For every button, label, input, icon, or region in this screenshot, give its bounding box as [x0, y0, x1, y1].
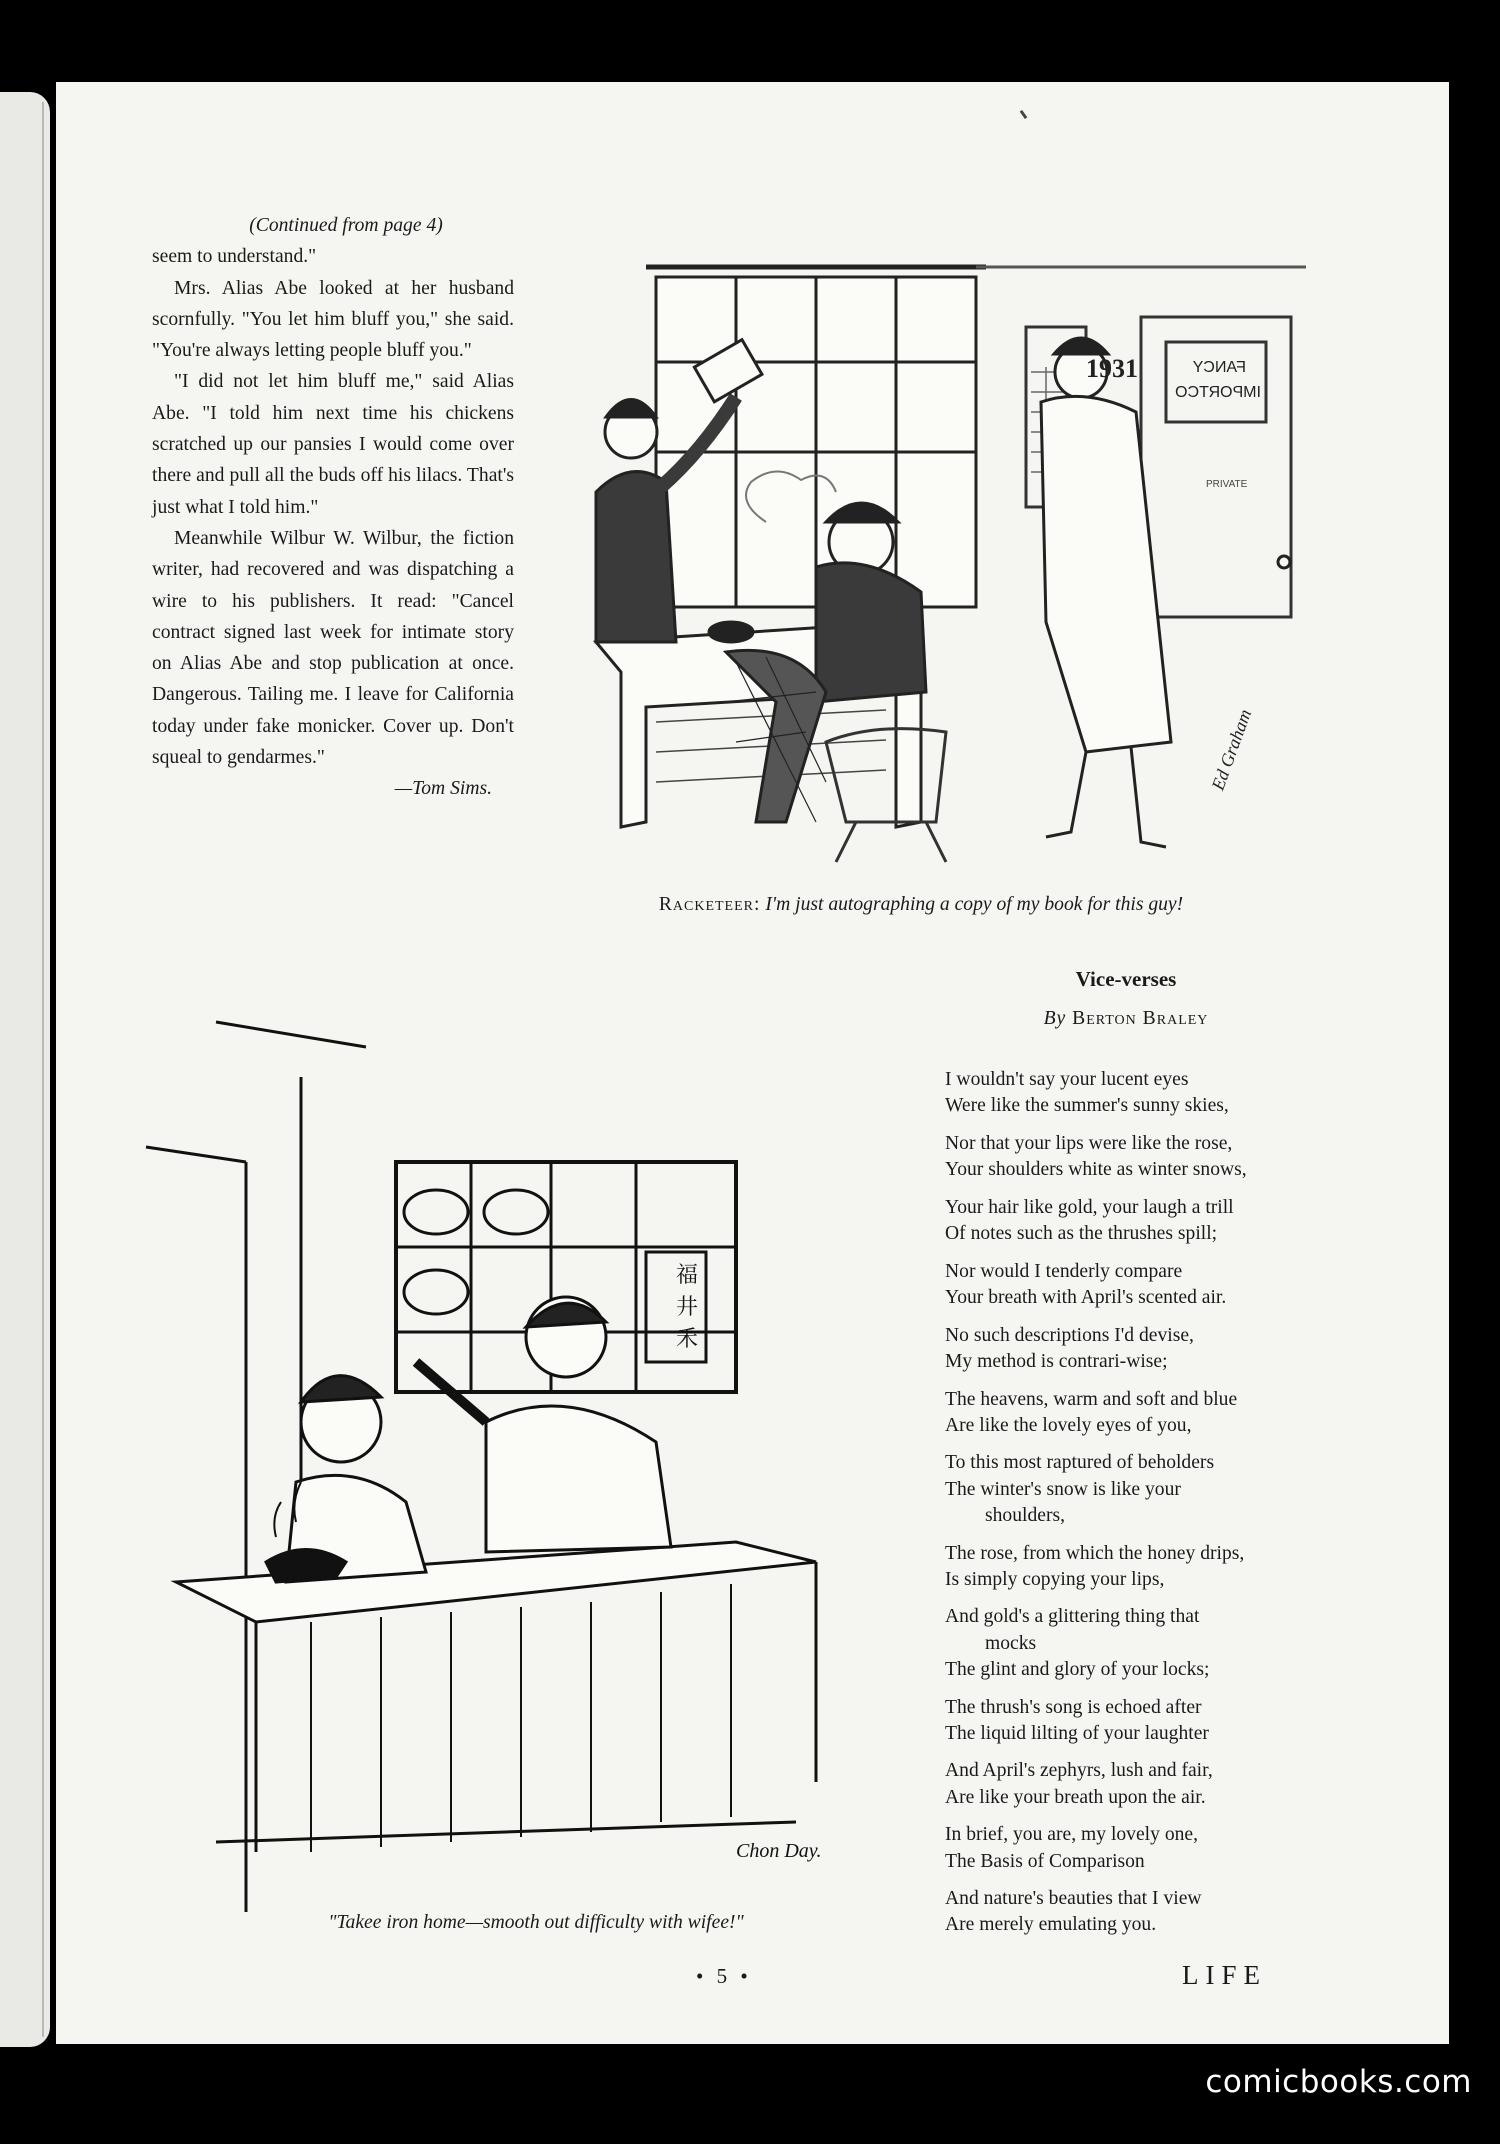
- story-paragraph: seem to understand.": [152, 246, 317, 268]
- story-paragraph: "I did not let him bluff me," said Alias Abe. "I told him next time his chickens scratched up our pansies I would come over there and pull all the buds off his lilacs. That's just what I told him.": [152, 371, 514, 518]
- poem-line: Of notes such as the thrushes spill;: [945, 1223, 1218, 1245]
- caption-quote: I'm just autographing a copy of my book for this guy!: [765, 894, 1184, 915]
- poem-line: To this most raptured of beholders: [945, 1452, 1215, 1474]
- left-page-edge: [0, 92, 50, 2047]
- poem-line: The thrush's song is echoed after: [945, 1696, 1202, 1718]
- story-paragraph: Mrs. Alias Abe looked at her husband scornfully. "You let him bluff you," she said. "You're always letting people bluff you.": [152, 277, 514, 362]
- laundry-cartoon: [96, 922, 926, 1912]
- door-sign-line2: IMPORTCO: [1175, 384, 1261, 401]
- poem-line: Are merely emulating you.: [945, 1914, 1157, 1936]
- story-column: [152, 210, 514, 805]
- poem-line: The rose, from which the honey drips,: [945, 1542, 1245, 1564]
- poem-line: The glint and glory of your locks;: [945, 1658, 1210, 1680]
- poem-stanza: [945, 1450, 1325, 1529]
- racketeer-caption: [526, 894, 1316, 916]
- poem-stanza: [945, 1886, 1325, 1938]
- story-paragraph: Meanwhile Wilbur W. Wilbur, the fiction writer, had recovered and was dispatching a wire to his publishers. It read: "Cancel contract signed last week for intimate story on Alias Abe and stop publication at once. Dangerous. Tailing me. I leave for California today under fake monicker. Cover up. Don't squeal to gendarmes.": [152, 527, 514, 769]
- caption-speaker: Racketeer:: [658, 894, 761, 915]
- door-sign-private: PRIVATE: [1206, 479, 1248, 490]
- poem-line: Were like the summer's sunny skies,: [945, 1095, 1229, 1117]
- continued-note: (Continued from page 4): [249, 215, 443, 236]
- poem-line: Your hair like gold, your laugh a trill: [945, 1196, 1234, 1218]
- poem-line: And gold's a glittering thing that: [945, 1606, 1200, 1628]
- poem-stanza: [945, 1259, 1325, 1311]
- poem-line: My method is contrari-wise;: [945, 1350, 1168, 1372]
- magazine-page: [56, 82, 1449, 2044]
- poem-line: Nor would I tenderly compare: [945, 1260, 1183, 1282]
- poem-body: [945, 1067, 1325, 1950]
- chinese-sign-glyph: 禾: [676, 1327, 699, 1352]
- watermark: comicbooks.com: [1205, 2064, 1472, 2100]
- poem-stanza: [945, 1695, 1325, 1747]
- chinese-sign-glyph: 福: [676, 1263, 699, 1288]
- racketeer-cartoon: [526, 222, 1316, 882]
- racketeer-cartoon-drawing: [526, 222, 1316, 882]
- calendar-year: 1931: [1086, 354, 1138, 383]
- poem-line: The liquid lilting of your laughter: [945, 1722, 1209, 1744]
- poem-stanza: [945, 1604, 1325, 1683]
- door-sign-line1: FANCY: [1192, 359, 1246, 376]
- poem-author: Berton Braley: [1072, 1008, 1209, 1029]
- poem-line: And April's zephyrs, lush and fair,: [945, 1760, 1213, 1782]
- chinese-sign-glyph: 井: [676, 1295, 699, 1320]
- poem-stanza: [945, 1067, 1325, 1119]
- poem-byline: [936, 1008, 1316, 1030]
- artist-signature: Ed Graham: [1207, 706, 1256, 793]
- story-signature: —Tom Sims.: [394, 778, 492, 800]
- page-spine-shadow: [42, 102, 44, 2037]
- laundry-cartoon-drawing: [96, 922, 926, 1912]
- poem-line: And nature's beauties that I view: [945, 1888, 1202, 1910]
- poem-stanza: [945, 1387, 1325, 1439]
- poem-line: Your shoulders white as winter snows,: [945, 1159, 1247, 1181]
- poem-line: mocks: [985, 1632, 1037, 1654]
- scan-mark: [1020, 110, 1028, 119]
- poem-line: In brief, you are, my lovely one,: [945, 1824, 1199, 1846]
- poem-line: The winter's snow is like your: [945, 1478, 1181, 1500]
- poem-line: No such descriptions I'd devise,: [945, 1324, 1194, 1346]
- poem-title: Vice-verses: [1075, 967, 1177, 991]
- page-number: • 5 •: [696, 1964, 752, 1988]
- byline-by: By: [1043, 1008, 1067, 1029]
- poem-stanza: [945, 1822, 1325, 1874]
- poem-stanza: [945, 1541, 1325, 1593]
- poem-stanza: [945, 1758, 1325, 1810]
- poem-line: Are like your breath upon the air.: [945, 1786, 1206, 1808]
- poem-line: Nor that your lips were like the rose,: [945, 1132, 1233, 1154]
- poem-stanza: [945, 1323, 1325, 1375]
- artist-signature: Chon Day.: [736, 1840, 822, 1862]
- poem-line: The heavens, warm and soft and blue: [945, 1388, 1238, 1410]
- poem-line: The Basis of Comparison: [945, 1850, 1145, 1872]
- magazine-name: LIFE: [1182, 1960, 1267, 1990]
- poem-line: Is simply copying your lips,: [945, 1568, 1165, 1590]
- poem-line: Your breath with April's scented air.: [945, 1286, 1227, 1308]
- poem-line: shoulders,: [985, 1504, 1066, 1526]
- poem-stanza: [945, 1195, 1325, 1247]
- laundry-caption: "Takee iron home—smooth out difficulty with wifee!": [328, 1912, 744, 1933]
- poem-line: Are like the lovely eyes of you,: [945, 1414, 1192, 1436]
- poem-stanza: [945, 1131, 1325, 1183]
- poem-line: I wouldn't say your lucent eyes: [945, 1069, 1189, 1090]
